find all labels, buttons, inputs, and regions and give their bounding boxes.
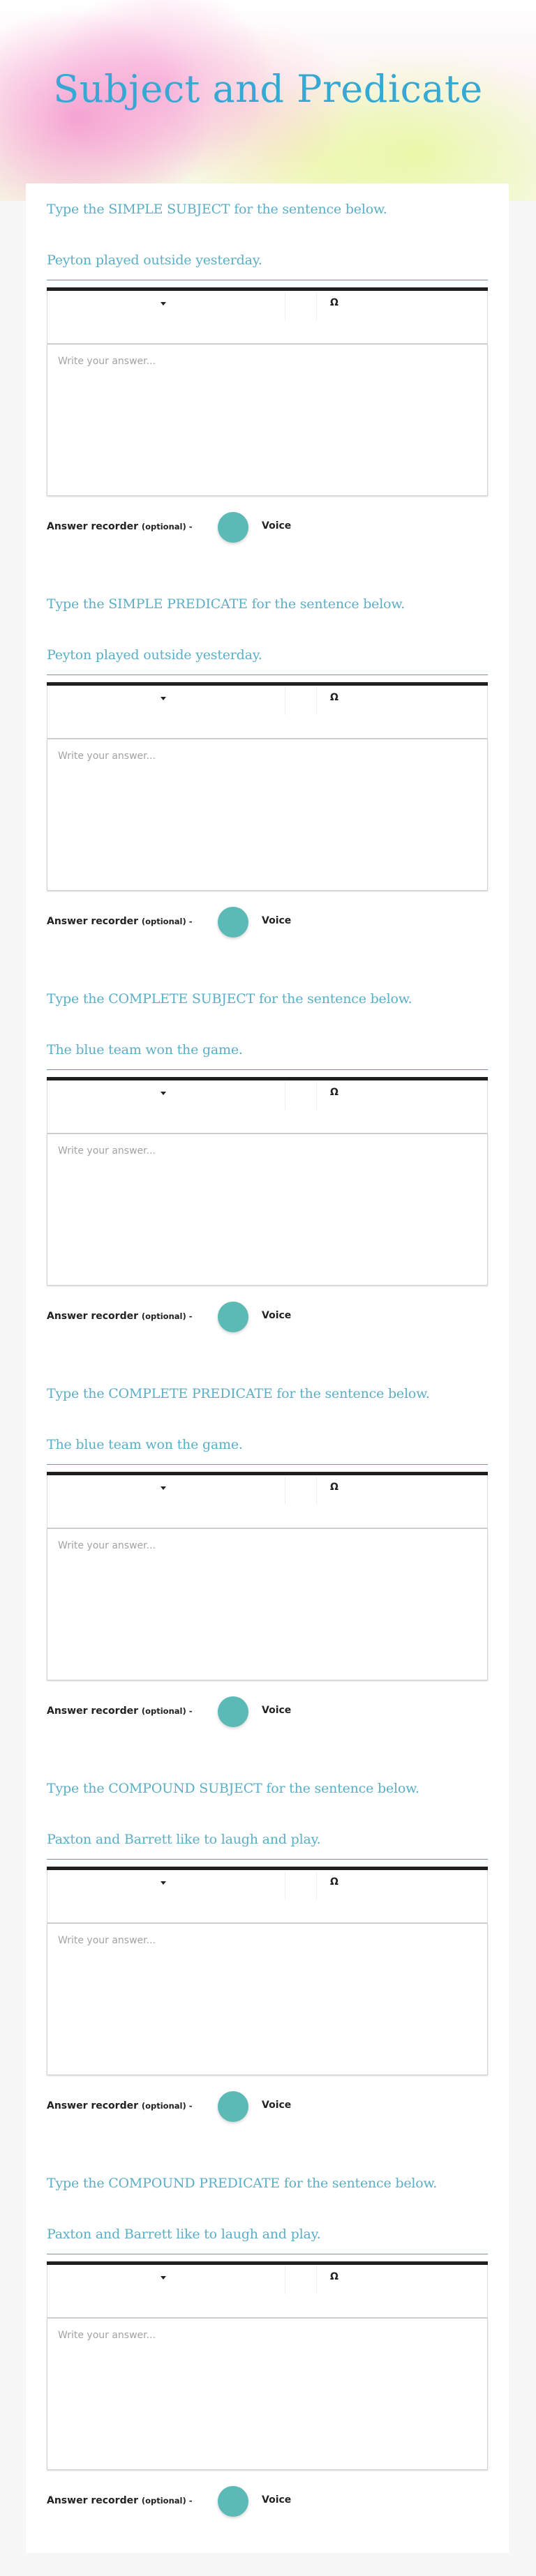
answer-placeholder: Write your answer... <box>58 1935 156 1946</box>
voice-label: Voice <box>262 2100 292 2111</box>
rich-text-editor <box>47 2261 488 2471</box>
recorder-label <box>47 1311 193 1322</box>
answer-placeholder: Write your answer... <box>58 751 156 762</box>
record-voice-button[interactable] <box>218 1696 248 1727</box>
record-voice-button[interactable] <box>218 907 248 937</box>
question-section-5 <box>47 1763 488 2157</box>
header-banner <box>0 0 536 201</box>
omega-icon[interactable]: Ω <box>330 692 338 703</box>
answer-textarea[interactable] <box>47 2319 488 2470</box>
question-section-6 <box>47 2157 488 2552</box>
page-title: Subject and Predicate <box>53 67 483 111</box>
toolbar-divider <box>316 1477 317 1505</box>
toolbar-divider <box>316 1871 317 1899</box>
question-section-3 <box>47 973 488 1368</box>
rich-text-editor <box>47 287 488 497</box>
answer-textarea[interactable] <box>47 345 488 496</box>
recorder-label <box>47 2495 193 2506</box>
recorder-optional-text: (optional) - <box>141 2496 193 2506</box>
recorder-optional-text: (optional) - <box>141 917 193 926</box>
answer-recorder <box>47 511 488 544</box>
caret-down-icon <box>161 1486 166 1490</box>
format-dropdown[interactable] <box>47 686 285 718</box>
voice-label: Voice <box>262 1705 292 1716</box>
voice-label: Voice <box>262 520 292 532</box>
toolbar-divider <box>316 292 317 320</box>
toolbar-divider <box>316 1082 317 1110</box>
answer-textarea[interactable] <box>47 1924 488 2075</box>
question-sentence: Peyton played outside yesterday. <box>47 647 262 663</box>
record-voice-button[interactable] <box>218 1302 248 1332</box>
question-section-1 <box>47 183 488 578</box>
toolbar-button[interactable] <box>285 291 316 323</box>
sentence-underline <box>47 1069 488 1070</box>
record-voice-button[interactable] <box>218 512 248 543</box>
answer-placeholder: Write your answer... <box>58 1540 156 1551</box>
question-sentence: Peyton played outside yesterday. <box>47 253 262 268</box>
editor-toolbar <box>47 1870 488 1922</box>
question-prompt: Type the COMPOUND PREDICATE for the sentence below. <box>47 2176 438 2191</box>
editor-toolbar <box>47 1475 488 1528</box>
recorder-label-text: Answer recorder <box>47 2495 138 2506</box>
answer-placeholder: Write your answer... <box>58 2330 156 2341</box>
question-prompt: Type the COMPLETE SUBJECT for the sentence below. <box>47 991 412 1007</box>
toolbar-button[interactable] <box>285 1080 316 1113</box>
recorder-label-text: Answer recorder <box>47 2100 138 2111</box>
format-dropdown[interactable] <box>47 1475 285 1507</box>
recorder-label-text: Answer recorder <box>47 521 138 532</box>
answer-recorder <box>47 1300 488 1334</box>
answer-recorder <box>47 2485 488 2518</box>
voice-label: Voice <box>262 2494 292 2506</box>
toolbar-button[interactable] <box>285 1475 316 1507</box>
answer-recorder <box>47 1695 488 1728</box>
rich-text-editor <box>47 682 488 892</box>
omega-icon[interactable]: Ω <box>330 297 338 308</box>
omega-icon[interactable]: Ω <box>330 1876 338 1888</box>
recorder-label-text: Answer recorder <box>47 1311 138 1322</box>
answer-placeholder: Write your answer... <box>58 1145 156 1157</box>
recorder-label <box>47 2100 193 2111</box>
editor-toolbar <box>47 291 488 343</box>
question-section-2 <box>47 578 488 973</box>
omega-icon[interactable]: Ω <box>330 1482 338 1493</box>
answer-recorder <box>47 2090 488 2123</box>
recorder-optional-text: (optional) - <box>141 1311 193 1321</box>
caret-down-icon <box>161 302 166 306</box>
format-dropdown[interactable] <box>47 2265 285 2297</box>
editor-toolbar <box>47 686 488 738</box>
caret-down-icon <box>161 1881 166 1885</box>
format-dropdown[interactable] <box>47 1080 285 1113</box>
question-sentence: Paxton and Barrett like to laugh and play. <box>47 2227 321 2242</box>
answer-textarea[interactable] <box>47 1134 488 1286</box>
answer-recorder <box>47 905 488 939</box>
record-voice-button[interactable] <box>218 2091 248 2122</box>
recorder-optional-text: (optional) - <box>141 2101 193 2111</box>
question-section-4 <box>47 1368 488 1763</box>
sentence-underline <box>47 1464 488 1465</box>
format-dropdown[interactable] <box>47 1870 285 1902</box>
recorder-optional-text: (optional) - <box>141 1706 193 1716</box>
recorder-label-text: Answer recorder <box>47 916 138 927</box>
question-sentence: The blue team won the game. <box>47 1437 243 1452</box>
toolbar-button[interactable] <box>285 1870 316 1902</box>
answer-placeholder: Write your answer... <box>58 356 156 367</box>
caret-down-icon <box>161 697 166 700</box>
record-voice-button[interactable] <box>218 2486 248 2517</box>
recorder-label <box>47 1705 193 1717</box>
format-dropdown[interactable] <box>47 291 285 323</box>
worksheet-card <box>26 183 509 2553</box>
question-sentence: The blue team won the game. <box>47 1042 243 1057</box>
voice-label: Voice <box>262 1310 292 1321</box>
sentence-underline <box>47 1859 488 1860</box>
recorder-label-text: Answer recorder <box>47 1705 138 1717</box>
recorder-label <box>47 521 193 532</box>
omega-icon[interactable]: Ω <box>330 1087 338 1098</box>
rich-text-editor <box>47 1077 488 1287</box>
caret-down-icon <box>161 1092 166 1095</box>
answer-textarea[interactable] <box>47 1529 488 1680</box>
editor-toolbar <box>47 2265 488 2317</box>
question-prompt: Type the COMPLETE PREDICATE for the sentence below. <box>47 1386 430 1401</box>
recorder-optional-text: (optional) - <box>141 522 193 532</box>
question-sentence: Paxton and Barrett like to laugh and play. <box>47 1832 321 1847</box>
toolbar-button[interactable] <box>285 2265 316 2297</box>
caret-down-icon <box>161 2276 166 2280</box>
toolbar-divider <box>316 2266 317 2294</box>
rich-text-editor <box>47 1867 488 2077</box>
voice-label: Voice <box>262 915 292 926</box>
recorder-label <box>47 916 193 927</box>
omega-icon[interactable]: Ω <box>330 2271 338 2282</box>
question-prompt: Type the SIMPLE PREDICATE for the sentence below. <box>47 596 405 612</box>
question-prompt: Type the SIMPLE SUBJECT for the sentence below. <box>47 202 387 217</box>
question-prompt: Type the COMPOUND SUBJECT for the sentence below. <box>47 1781 419 1796</box>
toolbar-divider <box>316 687 317 715</box>
answer-textarea[interactable] <box>47 739 488 891</box>
editor-toolbar <box>47 1080 488 1133</box>
toolbar-button[interactable] <box>285 686 316 718</box>
rich-text-editor <box>47 1472 488 1682</box>
